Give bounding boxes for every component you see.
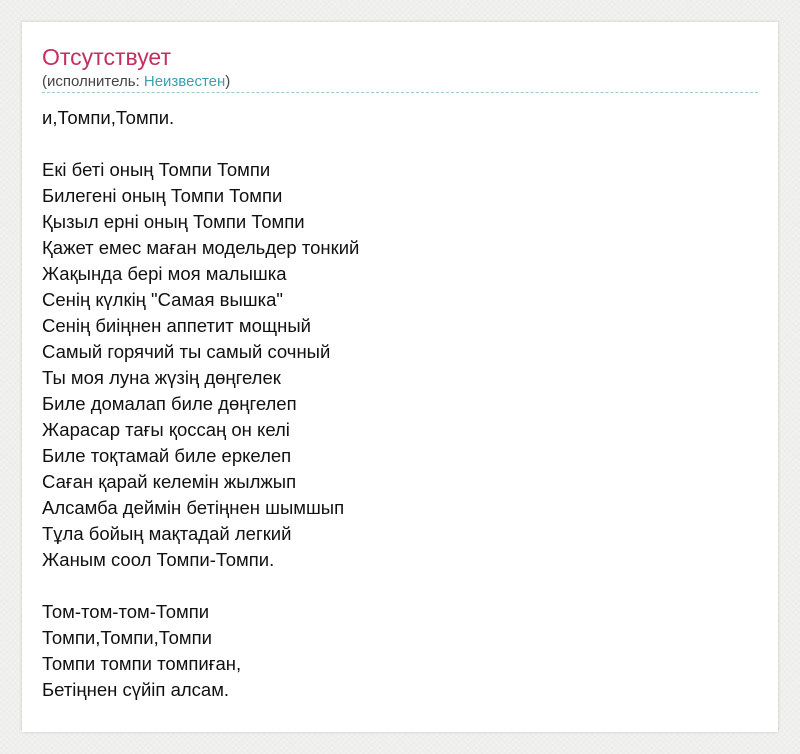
lyric-line: Самый горячий ты самый сочный — [42, 341, 331, 362]
artist-link[interactable]: Неизвестен — [143, 73, 226, 90]
lyric-line: Бетіңнен сүйіп алсам. — [42, 679, 230, 700]
lyrics-card — [22, 22, 778, 732]
lyric-line: и,Томпи,Томпи. — [42, 107, 175, 128]
artist-prefix: (исполнитель: — [42, 73, 144, 90]
lyric-line: Жақында берi моя малышка — [42, 263, 287, 284]
lyric-line: Екі беті оның Томпи Томпи — [42, 159, 271, 180]
lyric-line: Томпи томпи томпиған, — [42, 653, 242, 674]
lyric-line: Ты моя луна жүзің дөңгелек — [42, 367, 281, 388]
lyric-line: Биле домалап биле дөңгелеп — [42, 393, 297, 414]
lyric-line: Алсамба деймін бетіңнен шымшып — [42, 497, 345, 518]
lyric-line: Сенің күлкің "Самая вышка" — [42, 289, 283, 310]
lyric-line: Жаным соол Томпи-Томпи. — [42, 549, 275, 570]
lyrics-text — [42, 105, 359, 703]
lyric-line: Том-том-том-Томпи — [42, 601, 210, 622]
title-divider — [42, 92, 758, 93]
lyric-line: Жарасар тағы қоссаң он келі — [42, 419, 290, 440]
lyric-line: Саған қарай келемін жылжып — [42, 471, 297, 492]
lyric-line: Томпи,Томпи,Томпи — [42, 627, 212, 648]
song-title: Отсутствует — [42, 44, 171, 70]
lyric-line — [42, 573, 359, 599]
lyric-line: Қажет емес маған модельдер тонкий — [42, 237, 360, 258]
lyric-line: Сенің биіңнен аппетит мощный — [42, 315, 311, 336]
lyric-line — [42, 131, 359, 157]
artist-suffix: ) — [225, 73, 231, 90]
lyric-line: Тұла бойың мақтадай легкий — [42, 523, 292, 544]
lyric-line: Биле тоқтамай биле еркелеп — [42, 445, 292, 466]
lyric-line: Билегені оның Томпи Томпи — [42, 185, 283, 206]
lyric-line: Қызыл ерні оның Томпи Томпи — [42, 211, 305, 232]
artist-line — [42, 73, 230, 91]
